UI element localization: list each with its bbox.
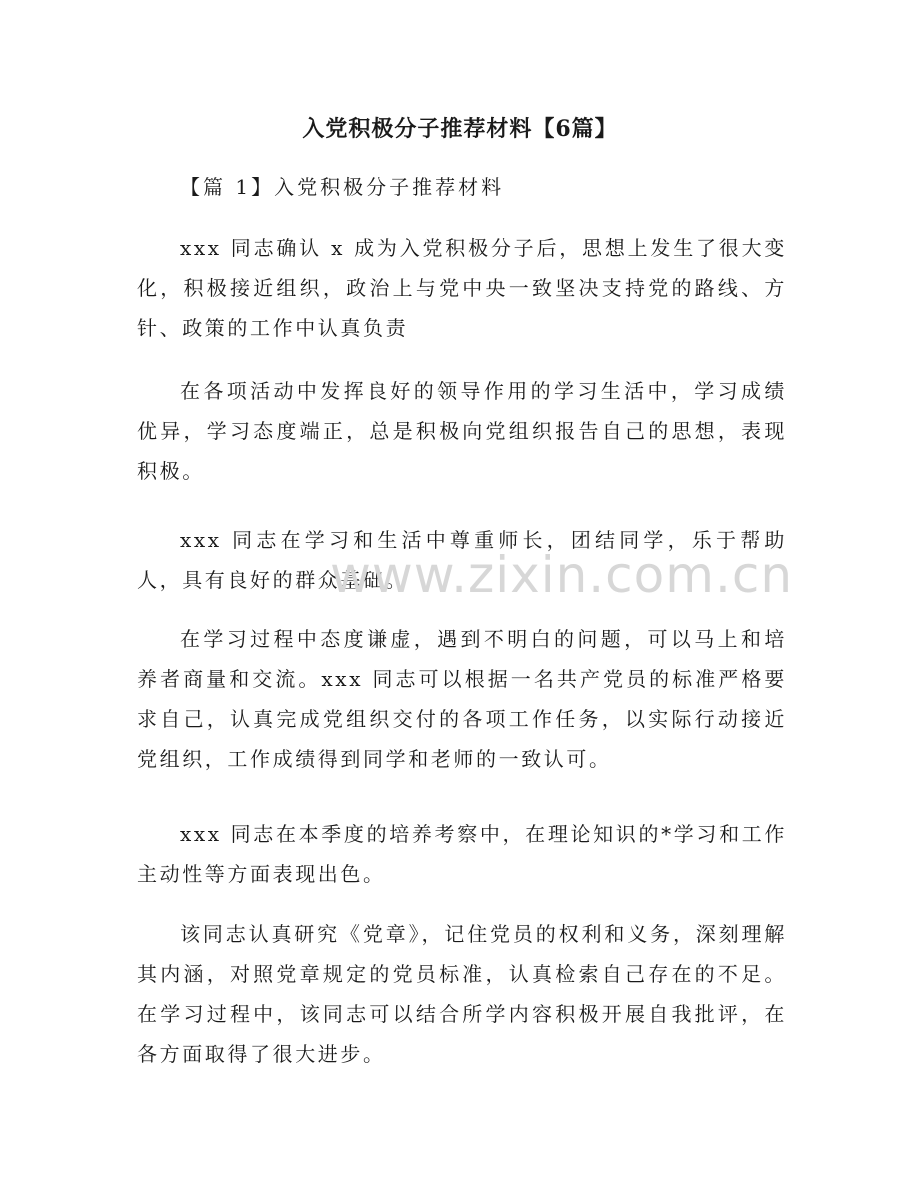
section-heading: 【篇 1】入党积极分子推荐材料 bbox=[180, 175, 505, 199]
document-title: 入党积极分子推荐材料【6篇】 bbox=[302, 116, 618, 142]
paragraph-2: 在各项活动中发挥良好的领导作用的学习生活中，学习成绩优异，学习态度端正，总是积极向党组织报告自己的思想，表现积极。 bbox=[137, 379, 787, 483]
paragraph-1: xxx 同志确认 x 成为入党积极分子后，思想上发生了很大变化，积极接近组织，政治上与党中央一致坚决支持党的路线、方针、政策的工作中认真负责 bbox=[137, 236, 787, 340]
paragraph-3: xxx 同志在学习和生活中尊重师长，团结同学，乐于帮助人，具有良好的群众基础。 bbox=[137, 528, 787, 592]
paragraph-5: xxx 同志在本季度的培养考察中，在理论知识的*学习和工作主动性等方面表现出色。 bbox=[137, 822, 787, 886]
paragraph-6: 该同志认真研究《党章》，记住党员的权利和义务，深刻理解其内涵，对照党章规定的党员标准，认真检索自己存在的不足。在学习过程中，该同志可以结合所学内容积极开展自我批评，在各方面取得了很大进步。 bbox=[137, 922, 787, 1066]
paragraph-4: 在学习过程中态度谦虚，遇到不明白的问题，可以马上和培养者商量和交流。xxx 同志可以根据一名共产党员的标准严格要求自己，认真完成党组织交付的各项工作任务，以实际行动接近党组织，工作成绩得到同学和老师的一致认可。 bbox=[137, 627, 787, 771]
watermark: www.zixin.com.cn bbox=[330, 546, 794, 604]
